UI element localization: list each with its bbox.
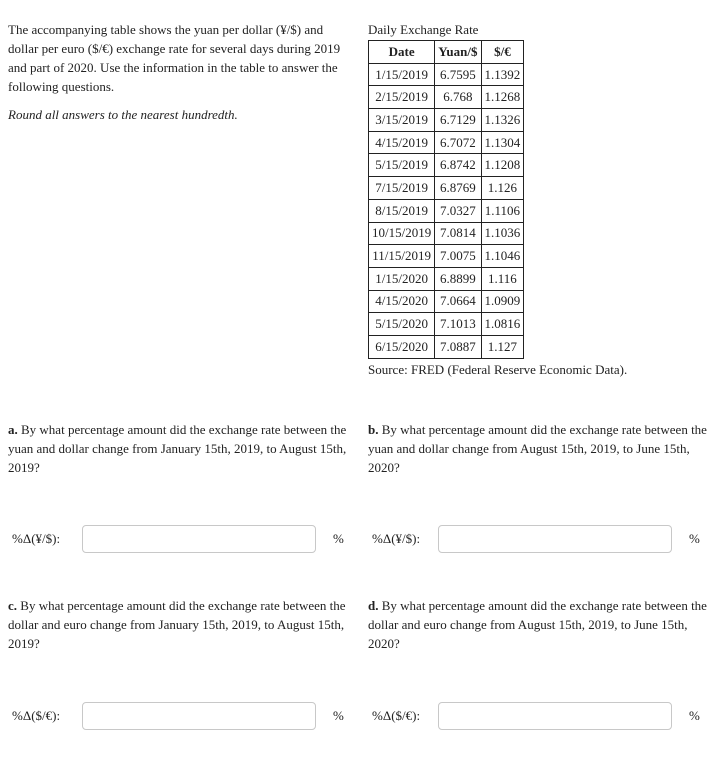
cell-yuan-per-dollar: 7.0075	[435, 245, 481, 268]
cell-date: 4/15/2020	[369, 290, 435, 313]
cell-date: 3/15/2019	[369, 109, 435, 132]
cell-yuan-per-dollar: 6.8899	[435, 267, 481, 290]
header-dollar-per-euro: $/€	[481, 41, 524, 64]
table-row	[369, 63, 524, 86]
cell-yuan-per-dollar: 6.768	[435, 86, 481, 109]
question-a-text: By what percentage amount did the exchange rate between the yuan and dollar change from January 15th, 2019, to August 15th, 2019?	[8, 422, 347, 475]
answer-d-label: %Δ($/€):	[372, 708, 421, 723]
table-row	[369, 199, 524, 222]
table-row	[369, 222, 524, 245]
table-row	[369, 335, 524, 358]
cell-date: 6/15/2020	[369, 335, 435, 358]
table-title: Daily Exchange Rate	[368, 22, 479, 37]
question-a	[8, 420, 348, 477]
exchange-rate-table	[368, 40, 524, 359]
cell-yuan-per-dollar: 7.0327	[435, 199, 481, 222]
question-a-letter: a.	[8, 422, 18, 437]
table-source: Source: FRED (Federal Reserve Economic Data).	[368, 361, 628, 377]
cell-dollar-per-euro: 1.126	[481, 177, 524, 200]
cell-yuan-per-dollar: 6.7072	[435, 131, 481, 154]
cell-dollar-per-euro: 1.1046	[481, 245, 524, 268]
table-row	[369, 267, 524, 290]
cell-yuan-per-dollar: 7.0664	[435, 290, 481, 313]
cell-yuan-per-dollar: 7.1013	[435, 313, 481, 336]
question-b-text: By what percentage amount did the exchange rate between the yuan and dollar change from August 15th, 2019, to June 15th, 2020?	[368, 422, 707, 475]
cell-date: 1/15/2019	[369, 63, 435, 86]
cell-dollar-per-euro: 1.1036	[481, 222, 524, 245]
table-row	[369, 177, 524, 200]
cell-date: 2/15/2019	[369, 86, 435, 109]
question-b	[368, 420, 708, 477]
cell-dollar-per-euro: 1.1106	[481, 199, 524, 222]
answer-row-a	[12, 523, 344, 555]
answer-a-percent-unit: %	[333, 531, 344, 546]
cell-date: 1/15/2020	[369, 267, 435, 290]
table-header-row	[369, 41, 524, 64]
table-row	[369, 109, 524, 132]
cell-dollar-per-euro: 1.1392	[481, 63, 524, 86]
cell-dollar-per-euro: 1.127	[481, 335, 524, 358]
answer-a-input[interactable]	[82, 525, 316, 553]
answer-d-input[interactable]	[438, 702, 672, 730]
question-d-letter: d.	[368, 598, 379, 613]
table-row	[369, 154, 524, 177]
answer-b-input[interactable]	[438, 525, 672, 553]
cell-dollar-per-euro: 1.0816	[481, 313, 524, 336]
answer-c-input[interactable]	[82, 702, 316, 730]
header-date: Date	[369, 41, 435, 64]
cell-yuan-per-dollar: 6.7595	[435, 63, 481, 86]
question-c	[8, 596, 348, 653]
answer-row-b	[372, 523, 700, 555]
cell-date: 5/15/2019	[369, 154, 435, 177]
cell-yuan-per-dollar: 6.8769	[435, 177, 481, 200]
answer-row-d	[372, 700, 700, 732]
cell-dollar-per-euro: 1.1268	[481, 86, 524, 109]
question-b-letter: b.	[368, 422, 379, 437]
cell-date: 4/15/2019	[369, 131, 435, 154]
table-row	[369, 313, 524, 336]
cell-yuan-per-dollar: 7.0814	[435, 222, 481, 245]
cell-yuan-per-dollar: 6.7129	[435, 109, 481, 132]
answer-d-percent-unit: %	[689, 708, 700, 723]
answer-b-percent-unit: %	[689, 531, 700, 546]
cell-date: 7/15/2019	[369, 177, 435, 200]
cell-date: 11/15/2019	[369, 245, 435, 268]
cell-date: 8/15/2019	[369, 199, 435, 222]
intro-section	[8, 20, 348, 124]
exchange-rate-table-block	[368, 20, 627, 378]
cell-dollar-per-euro: 1.1326	[481, 109, 524, 132]
cell-date: 10/15/2019	[369, 222, 435, 245]
answer-b-label: %Δ(¥/$):	[372, 531, 421, 546]
answer-a-label: %Δ(¥/$):	[12, 531, 61, 546]
answer-row-c	[12, 700, 344, 732]
table-row	[369, 86, 524, 109]
table-row	[369, 245, 524, 268]
table-row	[369, 290, 524, 313]
intro-text: The accompanying table shows the yuan per dollar (¥/$) and dollar per euro ($/€) exchange rate for several days during 2019 and part of 2020. Use the information in the table to answer the following questions.	[8, 22, 341, 94]
cell-date: 5/15/2020	[369, 313, 435, 336]
cell-dollar-per-euro: 1.0909	[481, 290, 524, 313]
answer-c-label: %Δ($/€):	[12, 708, 61, 723]
rounding-instruction: Round all answers to the nearest hundredth.	[8, 107, 238, 122]
cell-dollar-per-euro: 1.1208	[481, 154, 524, 177]
question-c-letter: c.	[8, 598, 18, 613]
question-d-text: By what percentage amount did the exchange rate between the dollar and euro change from August 15th, 2019, to June 15th, 2020?	[368, 598, 707, 651]
cell-yuan-per-dollar: 6.8742	[435, 154, 481, 177]
cell-dollar-per-euro: 1.1304	[481, 131, 524, 154]
question-c-text: By what percentage amount did the exchange rate between the dollar and euro change from January 15th, 2019, to August 15th, 2019?	[8, 598, 346, 651]
header-yuan-per-dollar: Yuan/$	[435, 41, 481, 64]
question-d	[368, 596, 708, 653]
table-row	[369, 131, 524, 154]
answer-c-percent-unit: %	[333, 708, 344, 723]
cell-yuan-per-dollar: 7.0887	[435, 335, 481, 358]
cell-dollar-per-euro: 1.116	[481, 267, 524, 290]
